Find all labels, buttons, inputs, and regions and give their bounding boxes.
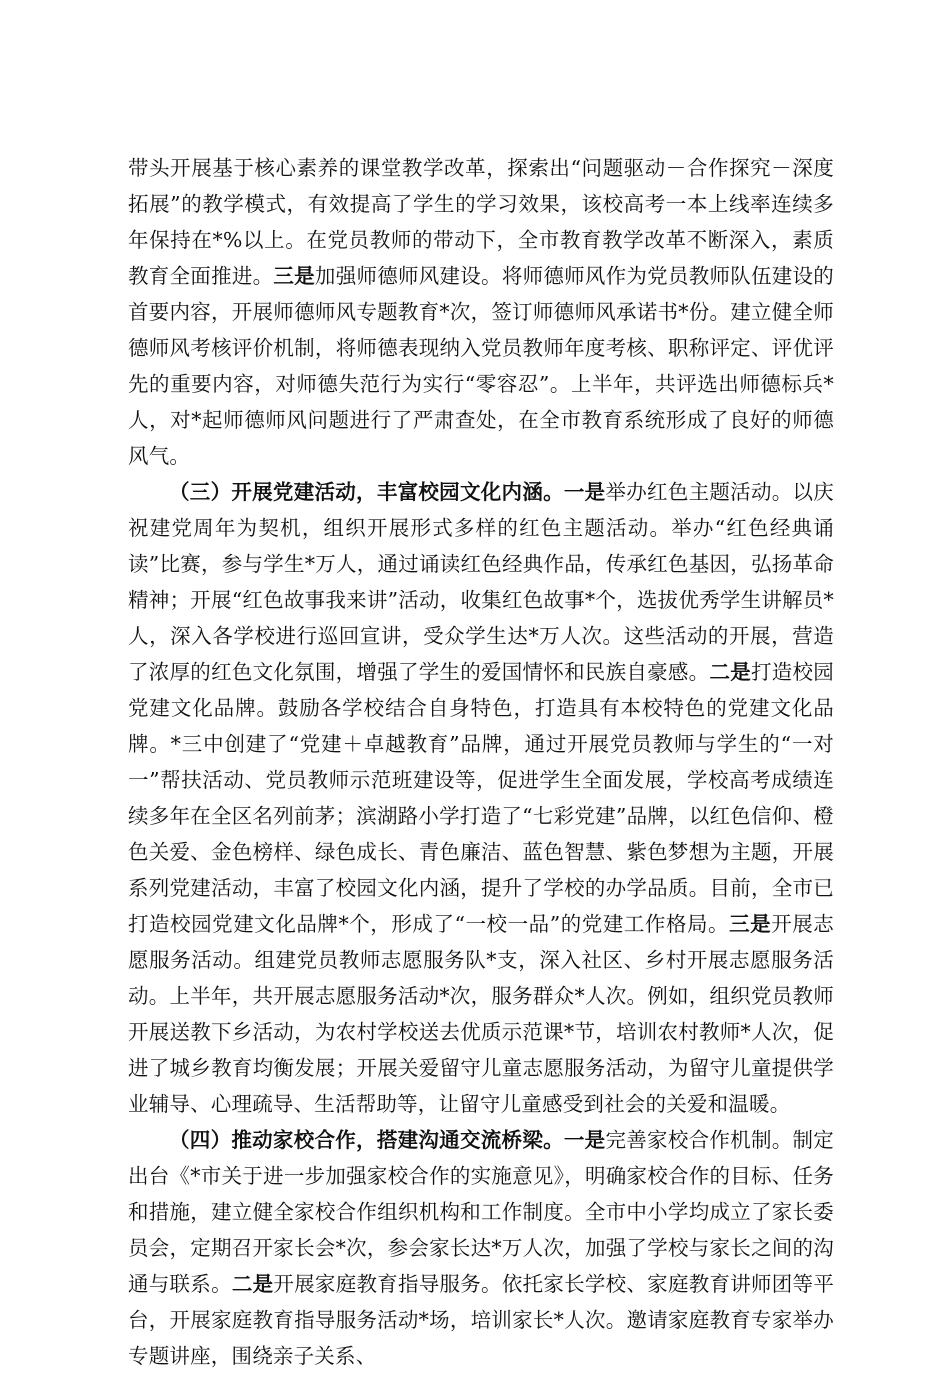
paragraph-2-text-1: 举办红色主题活动。以庆祝建党周年为契机，组织开展形式多样的红色主题活动。举办“红色经典诵读”比赛，参与学生*万人，通过诵读红色经典作品，传承红色基因，弘扬革命精神；开展“红色故事我来讲”活动，收集红色故事*个，选拔优秀学生讲解员*人，深入各学校进行巡回宣讲，受众学生达*万人次。这些活动的开展，营造了浓厚的红色文化氛围，增强了学生的爱国情怀和民族自豪感。: [128, 480, 834, 684]
paragraph-1-text-1: 带头开展基于核心素养的课堂教学改革，探索出“问题驱动－合作探究－深度拓展”的教学模式，有效提高了学生的学习效果，该校高考一本上线率连续多年保持在*%以上。在党员教师的带动下，全市教育教学改革不断深入，素质教育全面推进。: [128, 156, 834, 288]
paragraph-2-marker-3: 三是: [729, 912, 772, 936]
section-3-heading: （三）开展党建活动，丰富校园文化内涵。: [169, 480, 564, 504]
paragraph-3-text-1: 完善家校合作机制。制定出台《*市关于进一步加强家校合作的实施意见》，明确家校合作的目标、任务和措施，建立健全家校合作组织机构和工作制度。全市中小学均成立了家长委员会，定期召开家长会*次，参会家长达*万人次，加强了学校与家长之间的沟通与联系。: [128, 1128, 834, 1296]
section-4-heading: （四）推动家校合作，搭建沟通交流桥梁。: [169, 1128, 564, 1152]
paragraph-1-text-2: 加强师德师风建设。将师德师风作为党员教师队伍建设的首要内容，开展师德师风专题教育*次，签订师德师风承诺书*份。建立健全师德师风考核评价机制，将师德表现纳入党员教师年度考核、职称评定、评优评先的重要内容，对师德失范行为实行“零容忍”。上半年，共评选出师德标兵*人，对*起师德师风问题进行了严肃查处，在全市教育系统形成了良好的师德风气。: [128, 264, 835, 468]
document-page: [128, 150, 834, 1374]
paragraph-3-marker-2: 二是: [231, 1272, 274, 1296]
paragraph-2-text-3: 开展志愿服务活动。组建党员教师志愿服务队*支，深入社区、乡村开展志愿服务活动。上半年，共开展志愿服务活动*次，服务群众*人次。例如，组织党员教师开展送教下乡活动，为农村学校送去优质示范课*节，培训农村教师*人次，促进了城乡教育均衡发展；开展关爱留守儿童志愿服务活动，为留守儿童提供学业辅导、心理疏导、生活帮助等，让留守儿童感受到社会的关爱和温暖。: [128, 912, 834, 1116]
paragraph-2-marker-1: 一是: [563, 480, 606, 504]
paragraph-3: [128, 1122, 834, 1374]
paragraph-3-text-2: 开展家庭教育指导服务。依托家长学校、家庭教育讲师团等平台，开展家庭教育指导服务活动*场，培训家长*人次。邀请家庭教育专家举办专题讲座，围绕亲子关系、: [128, 1272, 835, 1368]
paragraph-2: [128, 474, 834, 1122]
paragraph-3-marker-1: 一是: [563, 1128, 606, 1152]
paragraph-1-marker-3: 三是: [273, 264, 315, 288]
paragraph-1: [128, 150, 834, 474]
paragraph-2-text-2: 打造校园党建文化品牌。鼓励各学校结合自身特色，打造具有本校特色的党建文化品牌。*三中创建了“党建＋卓越教育”品牌，通过开展党员教师与学生的“一对一”帮扶活动、党员教师示范班建设等，促进学生全面发展，学校高考成绩连续多年在全区名列前茅；滨湖路小学打造了“七彩党建”品牌，以红色信仰、橙色关爱、金色榜样、绿色成长、青色廉洁、蓝色智慧、紫色梦想为主题，开展系列党建活动，丰富了校园文化内涵，提升了学校的办学品质。目前，全市已打造校园党建文化品牌*个，形成了“一校一品”的党建工作格局。: [128, 660, 834, 936]
paragraph-2-marker-2: 二是: [709, 660, 751, 684]
